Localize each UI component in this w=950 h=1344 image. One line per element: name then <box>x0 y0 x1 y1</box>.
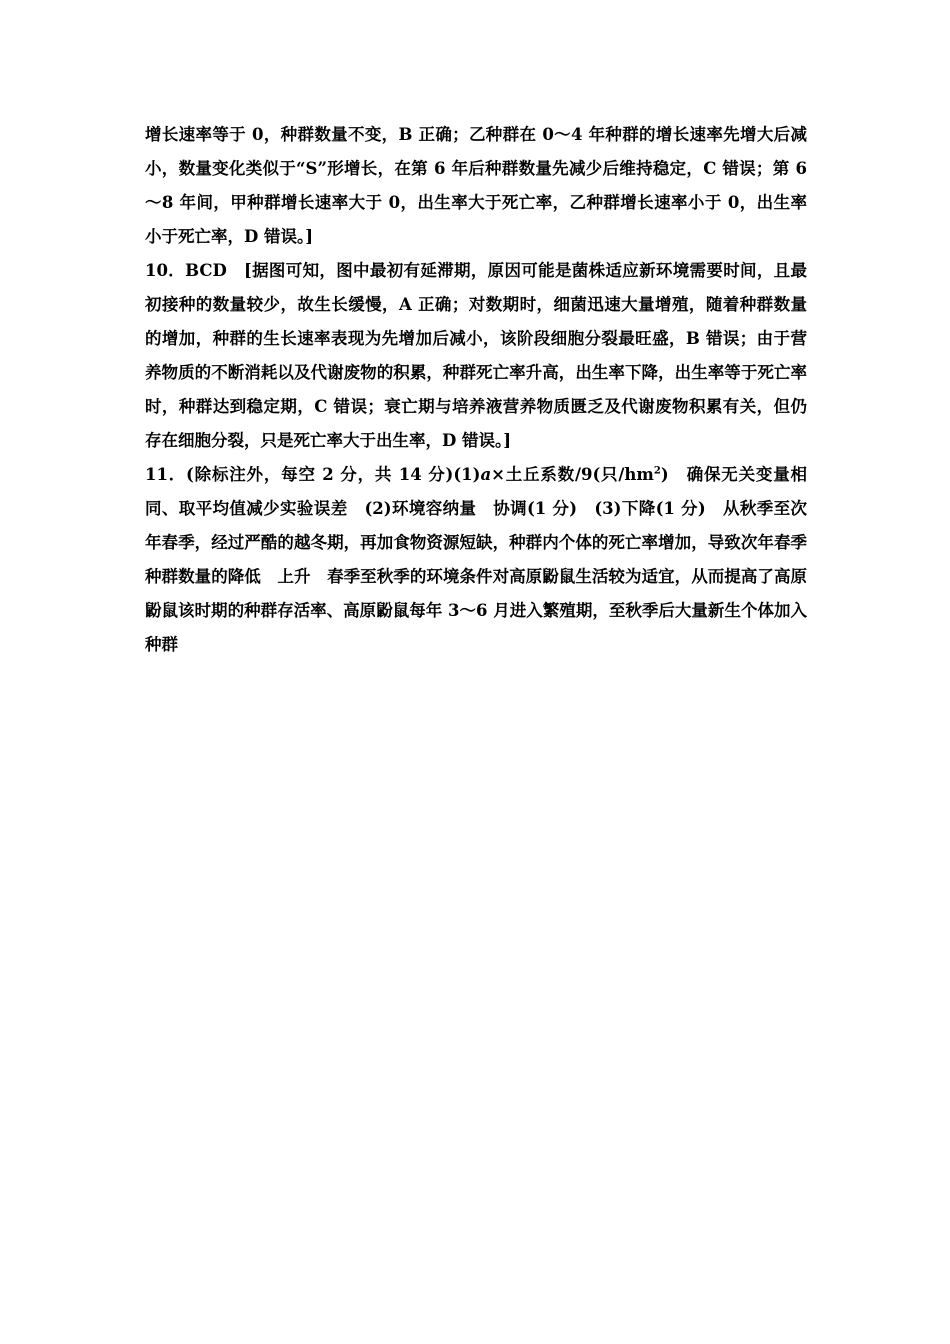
answer-11-part-c: ) 确保无关变量相同、取平均值减少实验误差 (2)环境容纳量 协调(1 分) (3)下降(1 分) 从秋季至次年春季，经过严酷的越冬期，再加食物资源短缺，种群内个体的死亡率增加，导致次年春季种群数量的降低 上升 春季至秋季的环境条件对高原鼢鼠生活较为适宜，从而提高了高原鼢鼠该时期的种群存活率、高原鼢鼠每年 3～6 月进入繁殖期，至秋季后大量新生个体加入种群 <box>145 465 807 654</box>
paragraph-answer-11 <box>145 458 807 662</box>
paragraph-answer-10: 10．BCD [据图可知，图中最初有延滞期，原因可能是菌株适应新环境需要时间，且最初接种的数量较少，故生长缓慢，A 正确；对数期时，细菌迅速大量增殖，随着种群数量的增加，种群的生长速率表现为先增加后减小，该阶段细胞分裂最旺盛，B 错误；由于营养物质的不断消耗以及代谢废物的积累，种群死亡率升高，出生率下降，出生率等于死亡率时，种群达到稳定期，C 错误；衰亡期与培养液营养物质匮乏及代谢废物积累有关，但仍存在细胞分裂，只是死亡率大于出生率，D 错误。] <box>145 261 807 450</box>
paragraph-continuation-9: 增长速率等于 0，种群数量不变，B 正确；乙种群在 0～4 年种群的增长速率先增大后减小，数量变化类似于“S”形增长，在第 6 年后种群数量先减少后维持稳定，C 错误；第 6～8 年间，甲种群增长速率大于 0，出生率大于死亡率，乙种群增长速率小于 0，出生率小于死亡率，D 错误。] <box>145 125 807 246</box>
answer-11-part-b: ×土丘系数/9(只/hm <box>491 465 654 484</box>
answer-11-part-a: 11．(除标注外，每空 2 分，共 14 分)(1) <box>145 465 481 484</box>
document-page <box>145 118 807 662</box>
answer-11-superscript: 2 <box>653 465 661 477</box>
answer-11-variable-a: a <box>480 465 492 484</box>
